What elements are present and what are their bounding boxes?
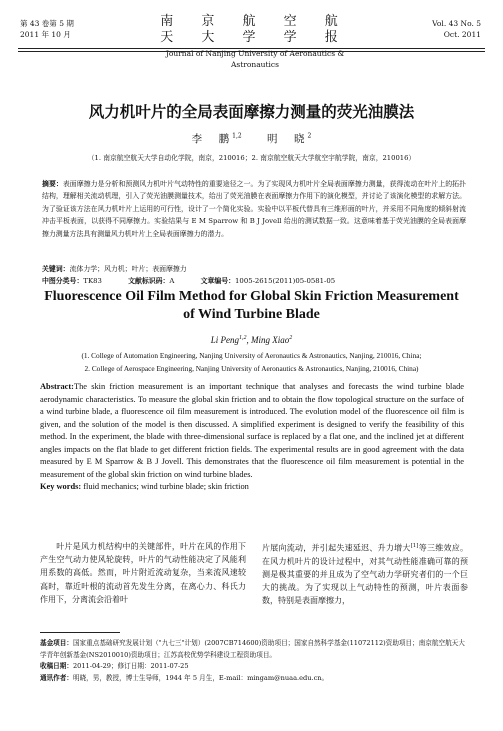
keywords-text-en: fluid mechanics; wind turbine blade; skin friction bbox=[83, 482, 249, 491]
doc-code bbox=[128, 277, 174, 285]
paper-title-cn: 风力机叶片的全局表面摩擦力测量的荧光油膜法 bbox=[88, 103, 415, 121]
date-cn: 2011 年 10 月 bbox=[20, 30, 71, 39]
author-name-en: Ming Xiao bbox=[251, 335, 290, 345]
affiliation-mark: 2 bbox=[307, 132, 312, 140]
keywords-label-en: Key words: bbox=[40, 482, 82, 491]
body-column-left bbox=[40, 540, 246, 606]
author-name: 明 晓 bbox=[267, 133, 308, 145]
authors-en bbox=[20, 335, 483, 345]
volume-cn: 第 43 卷第 5 期 bbox=[20, 19, 74, 28]
corresponding-author bbox=[40, 673, 470, 685]
received-date bbox=[40, 661, 470, 673]
author-name-en: Li Peng bbox=[210, 335, 239, 345]
affiliation-en bbox=[20, 350, 483, 375]
metadata-cn bbox=[42, 263, 466, 287]
affiliation-mark: 2 bbox=[289, 335, 293, 341]
authors-cn bbox=[20, 131, 483, 146]
doc-label: 文献标识码： bbox=[128, 277, 170, 285]
footnote-rule bbox=[40, 632, 120, 633]
article-value: 1005-2615(2011)05-0581-05 bbox=[235, 277, 336, 285]
fund-text: 国家重点基础研究发展计划（"九七三"计划）(2007CB714600)资助项目；国家自然科学基金(11072112)资助项目；南京航空航天大学青年创新基金(NS2010010)资助项目；江苏高校优势学科建设工程资助项目。 bbox=[40, 639, 465, 659]
abstract-label-cn: 摘要： bbox=[42, 180, 63, 188]
author-separator: , bbox=[246, 335, 251, 345]
citation-ref[interactable]: [1] bbox=[410, 543, 419, 549]
article-label: 文章编号： bbox=[200, 277, 236, 285]
received-label: 收稿日期： bbox=[40, 662, 73, 671]
title-en-line1: Fluorescence Oil Film Method for Global Skin Friction Measurement bbox=[44, 289, 459, 304]
author-text: 明晓，男，教授，博士生导师，1944 年 5 月生，E-mail：mingam@nuaa.edu.cn。 bbox=[72, 673, 329, 682]
header-rule bbox=[18, 48, 485, 49]
journal-name-cn: 南 京 航 空 航 天 大 学 学 报 bbox=[160, 14, 350, 45]
body-text: 等三维效应。在风力机叶片的设计过程中，对其气动性能准确可靠的预测是极其重要的并且成为了空气动力学研究者们的一个巨大的挑战。为了实现以上气动特性的预测，叶片表面参数，特别是表面摩擦力， bbox=[262, 543, 469, 606]
affiliation-en-line2: 2. College of Aerospace Engineering, Nanjing University of Aeronautics & Astronautics, Nanjing, 210016, China) bbox=[84, 363, 419, 373]
keywords-en bbox=[40, 481, 464, 494]
header-rule-thin bbox=[18, 51, 485, 52]
abstract-text-cn: 表面摩擦力是分析和预测风力机叶片气动特性的重要途径之一。为了实现风力机叶片全局表面摩擦力测量，获得流动在叶片上的拓扑结构，理解相关流动机理，引入了荧光油膜测量技术，给出了荧光油膜在表面摩擦力作用下的演化模型，并讨论了该演化模型的求解方法。为了验证该方法在风力机叶片上运用的可行性，设计了一个简化实验。实验中以平板代替具有三维形面的叶片，并采用不同角度的倾斜射流冲击平板表面，以获得不同摩擦力。实验结果与 E M Sparrow 和 B J Jovell 给出的测试数据一致。这意味着基于荧光油膜的全局表面摩擦力测量方法具有测量风力机叶片上全局表面摩擦力的潜力。 bbox=[42, 180, 466, 238]
clc-label: 中图分类号： bbox=[42, 277, 84, 285]
affiliation-cn: （1. 南京航空航天大学自动化学院，南京，210016；2. 南京航空航天大学航空宇航学院，南京，210016） bbox=[87, 154, 416, 162]
fund-info bbox=[40, 638, 470, 661]
abstract-cn bbox=[42, 178, 466, 240]
affiliation-en-line1: (1. College of Automation Engineering, Nanjing University of Aeronautics & Astronautics, Nanjing, 210016, China; bbox=[81, 351, 422, 360]
author-name: 李 鹏 bbox=[191, 133, 233, 145]
issue-info-cn bbox=[20, 18, 74, 40]
keywords-text-cn: 流体力学；风力机；叶片；表面摩擦力 bbox=[69, 265, 187, 273]
doc-value: A bbox=[169, 277, 175, 285]
clc-number bbox=[42, 277, 102, 285]
fund-label: 基金项目： bbox=[40, 639, 73, 647]
affiliation-mark: 1,2 bbox=[239, 335, 247, 341]
footnote bbox=[40, 638, 470, 684]
journal-name-en: Journal of Nanjing University of Aeronautics & Astronautics bbox=[165, 49, 345, 69]
body-column-right bbox=[262, 540, 468, 608]
keywords-cn bbox=[42, 263, 466, 275]
keywords-label-cn: 关键词： bbox=[42, 265, 70, 273]
author-label: 通讯作者： bbox=[40, 673, 73, 682]
affiliation-mark: 1,2 bbox=[232, 132, 242, 140]
abstract-text-en: The skin friction measurement is an important technique that analyses and forecasts the wind turbine blade aerodynamic characteristics. To measure the global skin friction and to obtain the flow topological structure on the surface of a wind turbine blade, a fluorescence oil film measurement is introduced. The evolution model of the fluorescence oil film is given, and the solution of the model is then discussed. A simplified experiment is designed to verify the feasibility of this method. In the experiment, the blade with three-dimensional surface is replaced by a flat one, and the inclined jet at different angles impacts on the flat blade to get different friction fields. The experimental results are in good agreement with the data measured by E M Sparrow & B J Jovell. This demonstrates that the fluorescence oil film measurement is potential in the measurement of the global skin friction on wind turbine blades. bbox=[40, 382, 464, 479]
abstract-en bbox=[40, 381, 464, 494]
clc-value: TK83 bbox=[83, 277, 102, 285]
journal-header bbox=[150, 14, 360, 70]
article-number bbox=[201, 277, 336, 285]
classification-row bbox=[42, 275, 466, 287]
date-en: Oct. 2011 bbox=[443, 30, 481, 39]
received-text: 2011-04-29；修订日期：2011-07-25 bbox=[72, 662, 189, 671]
body-text: 叶片是风力机结构中的关键部件，叶片在风的作用下产生空气动力使风轮旋转，叶片的气动性能决定了风能利用系数的高低。然而，叶片附近流动复杂，当来流风速较高时，靠近叶根的流动首先发生分离，在离心力、科氏力作用下，分离流会沿着叶 bbox=[40, 542, 246, 604]
abstract-label-en: Abstract: bbox=[40, 382, 74, 391]
paper-title-en bbox=[20, 288, 483, 324]
volume-en: Vol. 43 No. 5 bbox=[432, 19, 481, 28]
issue-info-en bbox=[432, 18, 481, 40]
body-text: 片展向流动，并引起失速延迟、升力增大 bbox=[262, 543, 411, 553]
title-en-line2: of Wind Turbine Blade bbox=[183, 307, 320, 322]
